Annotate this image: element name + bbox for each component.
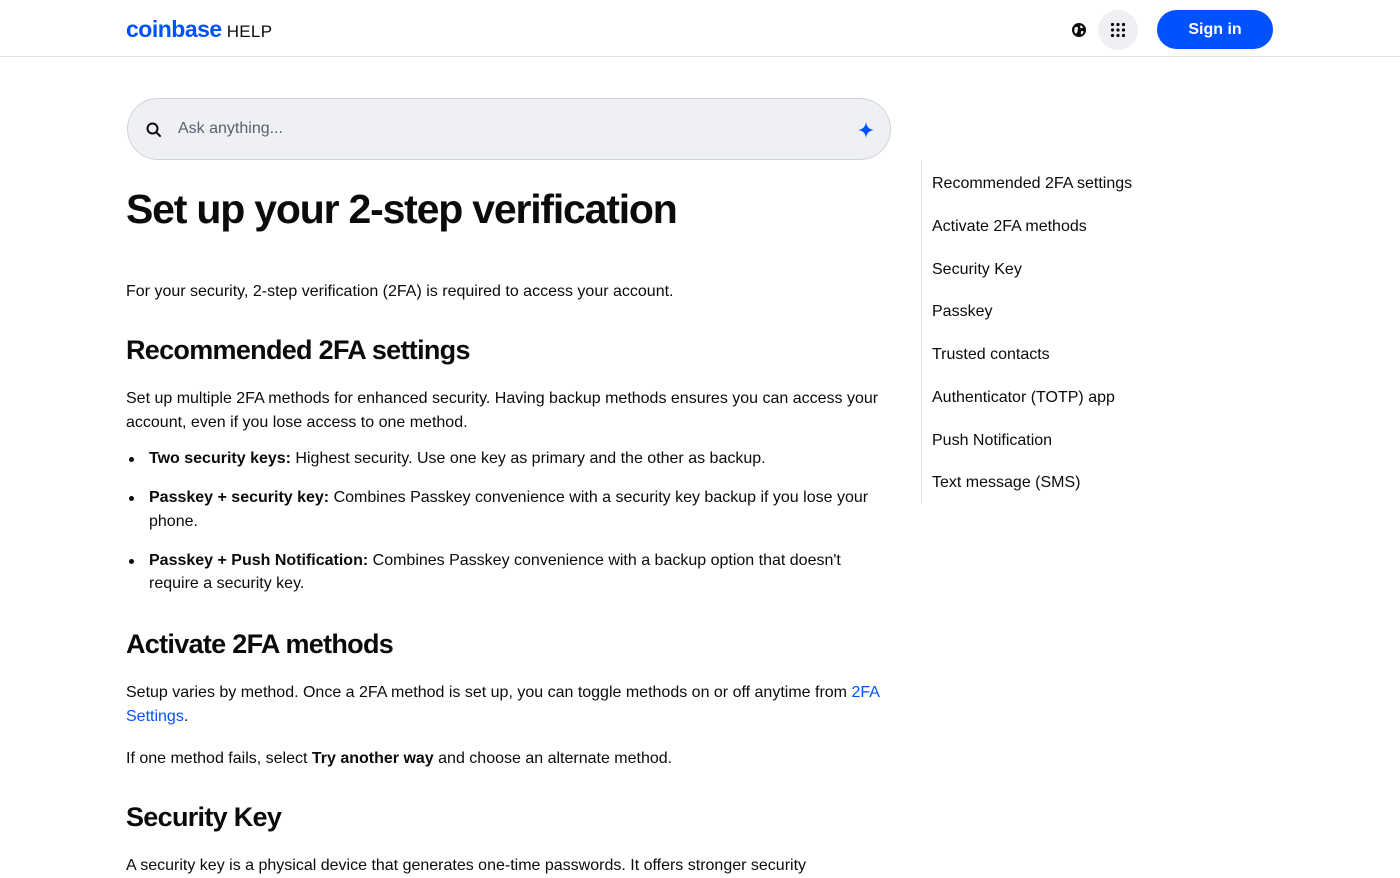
- search-input[interactable]: [178, 113, 838, 145]
- search-icon: [145, 121, 163, 139]
- section-heading-recommended: Recommended 2FA settings: [126, 335, 470, 365]
- toc-item-activate[interactable]: Activate 2FA methods: [932, 218, 1087, 235]
- sparkle-icon[interactable]: [857, 121, 875, 139]
- list-item: [126, 549, 886, 596]
- list-item-title: Passkey + Push Notification:: [149, 551, 369, 569]
- activate-text-end: .: [183, 707, 189, 725]
- security-key-paragraph: A security key is a physical device that generates one-time passwords. It offers stronger security: [126, 857, 807, 874]
- top-header: [0, 0, 1400, 57]
- fallback-text-end: and choose an alternate method.: [433, 750, 673, 767]
- list-item: [126, 486, 886, 533]
- list-item-text: Combines Passkey convenience with a security key backup if you lose your phone.: [149, 489, 869, 530]
- logo-wordmark: coinbase: [126, 16, 222, 42]
- try-another-way-label: Try another way: [311, 750, 434, 767]
- language-button[interactable]: [1066, 17, 1092, 43]
- section-heading-activate: Activate 2FA methods: [126, 629, 394, 659]
- toc-item-security-key[interactable]: Security Key: [932, 261, 1022, 278]
- table-of-contents: [921, 160, 1181, 504]
- list-item-title: Two security keys:: [149, 450, 291, 467]
- coinbase-help-logo[interactable]: [126, 16, 272, 44]
- toc-item-authenticator[interactable]: Authenticator (TOTP) app: [932, 389, 1115, 406]
- sign-in-button[interactable]: Sign in: [1157, 10, 1273, 49]
- fallback-paragraph: [126, 747, 886, 771]
- logo-help-label: HELP: [226, 22, 273, 41]
- intro-paragraph: For your security, 2-step verification (2FA) is required to access your account.: [126, 283, 674, 300]
- help-search-bar[interactable]: [127, 98, 891, 160]
- list-item-title: Passkey + security key:: [149, 489, 330, 506]
- toc-item-push-notification[interactable]: Push Notification: [932, 432, 1053, 449]
- section-heading-security-key: Security Key: [126, 802, 282, 832]
- page-title: Set up your 2-step verification: [126, 186, 677, 232]
- list-item-text: Combines Passkey convenience with a backup option that doesn't require a security key.: [149, 551, 841, 592]
- apps-menu-button[interactable]: [1098, 10, 1138, 50]
- activate-text: Setup varies by method. Once a 2FA method is set up, you can toggle methods on or off anytime from: [126, 684, 852, 701]
- toc-item-trusted-contacts[interactable]: Trusted contacts: [932, 346, 1050, 363]
- globe-icon: [1071, 22, 1087, 38]
- toc-item-recommended[interactable]: Recommended 2FA settings: [932, 175, 1133, 192]
- recommended-paragraph: Set up multiple 2FA methods for enhanced security. Having backup methods ensures you can access your account, even if you lose access to one method.: [126, 390, 879, 431]
- recommended-list: [126, 447, 886, 611]
- toc-item-passkey[interactable]: Passkey: [932, 303, 993, 320]
- list-item: [126, 447, 886, 471]
- activate-paragraph: [126, 681, 886, 728]
- grid-dots-icon: [1110, 22, 1126, 38]
- fallback-text: If one method fails, select: [126, 750, 312, 767]
- toc-item-sms[interactable]: Text message (SMS): [932, 474, 1081, 491]
- 2fa-settings-link[interactable]: 2FA Settings: [126, 684, 880, 725]
- list-item-text: Highest security. Use one key as primary and the other as backup.: [290, 450, 766, 467]
